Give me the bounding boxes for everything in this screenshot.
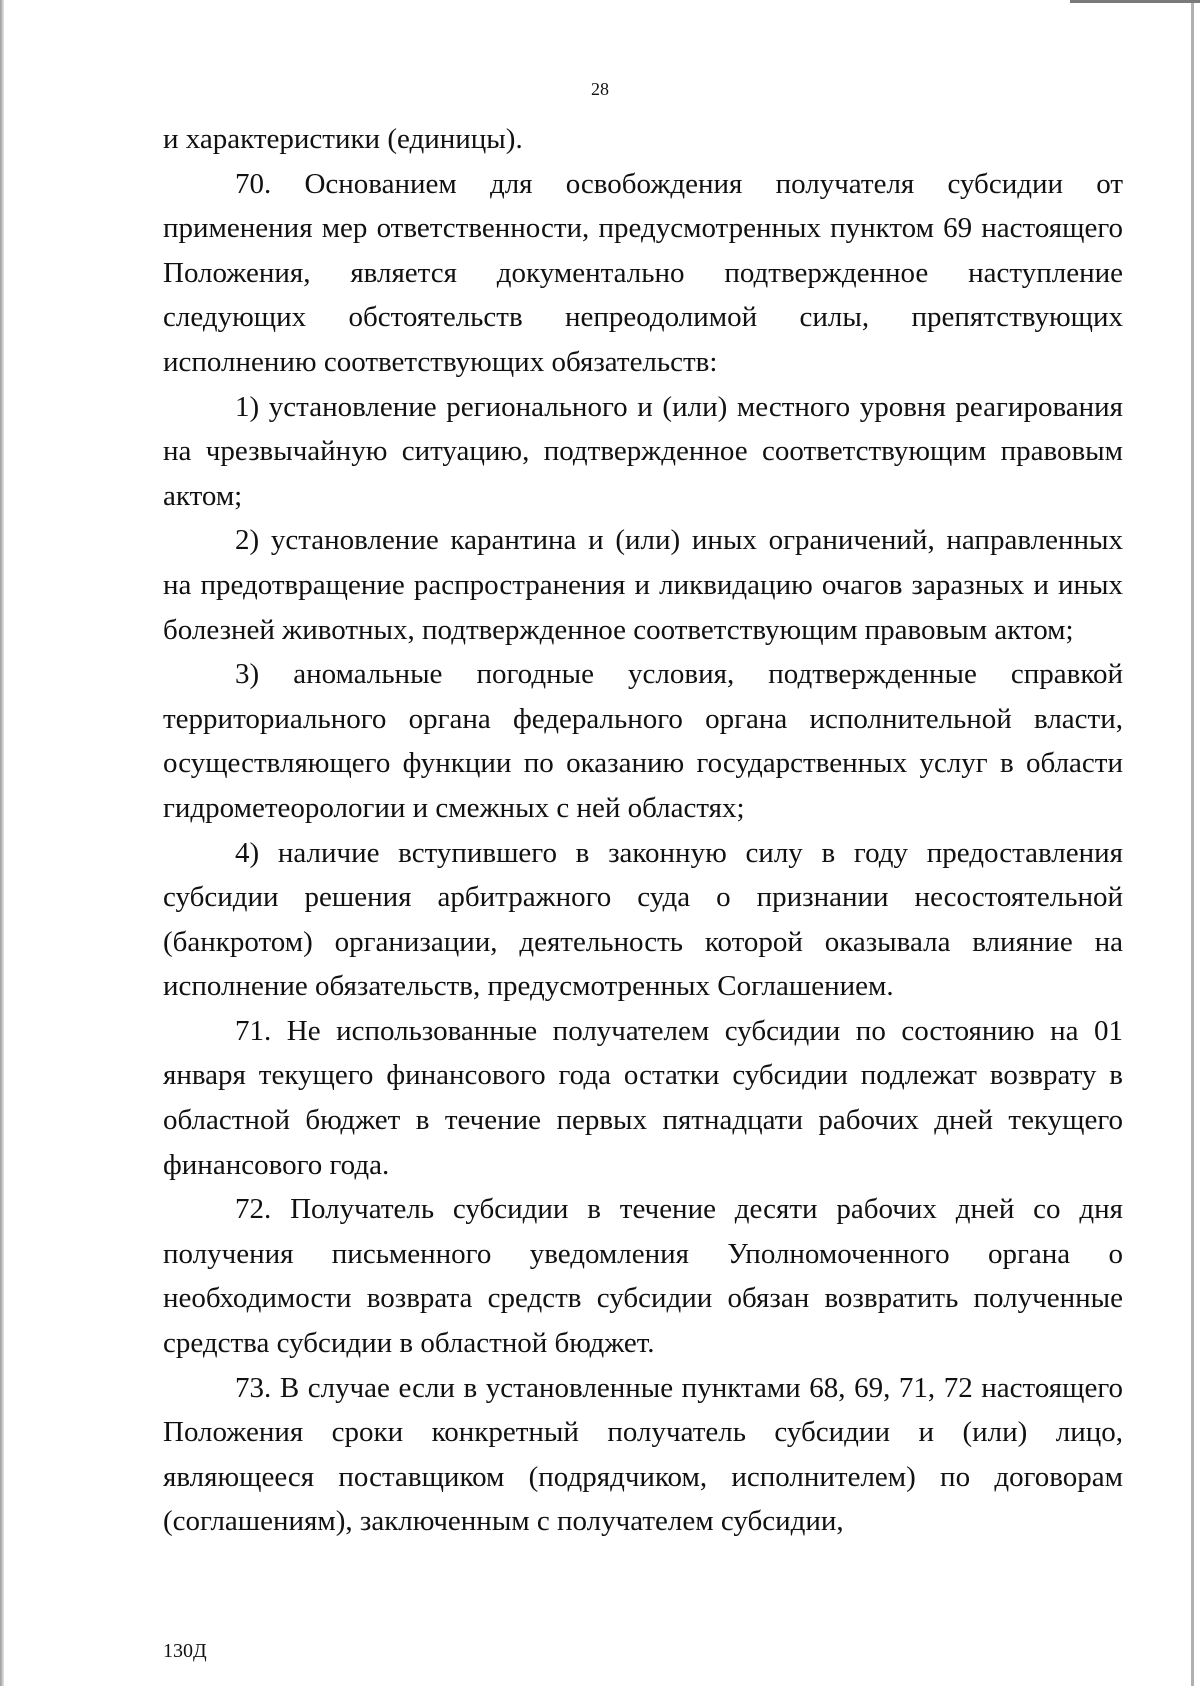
paragraph-70-item-4: 4) наличие вступившего в законную силу в году предоставления субсидии решения арбитражного суда о признании несостоятельной (банкротом) организации, деятельность которой оказывала влияние на исполнение обязательств, предусмотренных Соглашением.	[163, 836, 1123, 1003]
paragraph-70: 70. Основанием для освобождения получателя субсидии от применения мер ответственности, предусмотренных пунктом 69 настоящего Положения, является документально подтвержденное наступление следующих обстоятельств непреодолимой силы, препятствующих исполнению соответствующих обязательств:	[163, 167, 1123, 378]
scan-edge-right	[1191, 0, 1194, 1686]
footer-code: 130Д	[163, 1640, 207, 1662]
paragraph-continuation: и характеристики (единицы).	[163, 123, 523, 155]
paragraph-70-item-3: 3) аномальные погодные условия, подтвержденные справкой территориального органа федерального органа исполнительной власти, осуществляющего функции по оказанию государственных услуг в области гидрометеорологии и смежных с ней областях;	[163, 658, 1123, 824]
paragraph-72: 72. Получатель субсидии в течение десяти рабочих дней со дня получения письменного уведомления Уполномоченного органа о необходимости возврата средств субсидии обязан возвратить полученные средства субсидии в областной бюджет.	[163, 1193, 1123, 1360]
scan-edge-left	[0, 0, 4, 1686]
paragraph-70-item-1: 1) установление регионального и (или) местного уровня реагирования на чрезвычайную ситуацию, подтвержденное соответствующим правовым актом;	[163, 390, 1123, 512]
paragraph-71: 71. Не использованные получателем субсидии по состоянию на 01 января текущего финансового года остатки субсидии подлежат возврату в областной бюджет в течение первых пятнадцати рабочих дней текущего финансового года.	[163, 1014, 1123, 1181]
paragraph-70-item-2: 2) установление карантина и (или) иных ограничений, направленных на предотвращение распространения и ликвидацию очагов заразных и иных болезней животных, подтвержденное соответствующим правовым актом;	[163, 524, 1123, 646]
page-number: 28	[591, 79, 609, 99]
document-body	[163, 117, 1123, 1544]
scan-edge-top	[1070, 0, 1200, 3]
paragraph-73: 73. В случае если в установленные пунктами 68, 69, 71, 72 настоящего Положения сроки конкретный получатель субсидии и (или) лицо, являющееся поставщиком (подрядчиком, исполнителем) по договорам (соглашениям), заключенным с получателем субсидии,	[163, 1371, 1123, 1538]
